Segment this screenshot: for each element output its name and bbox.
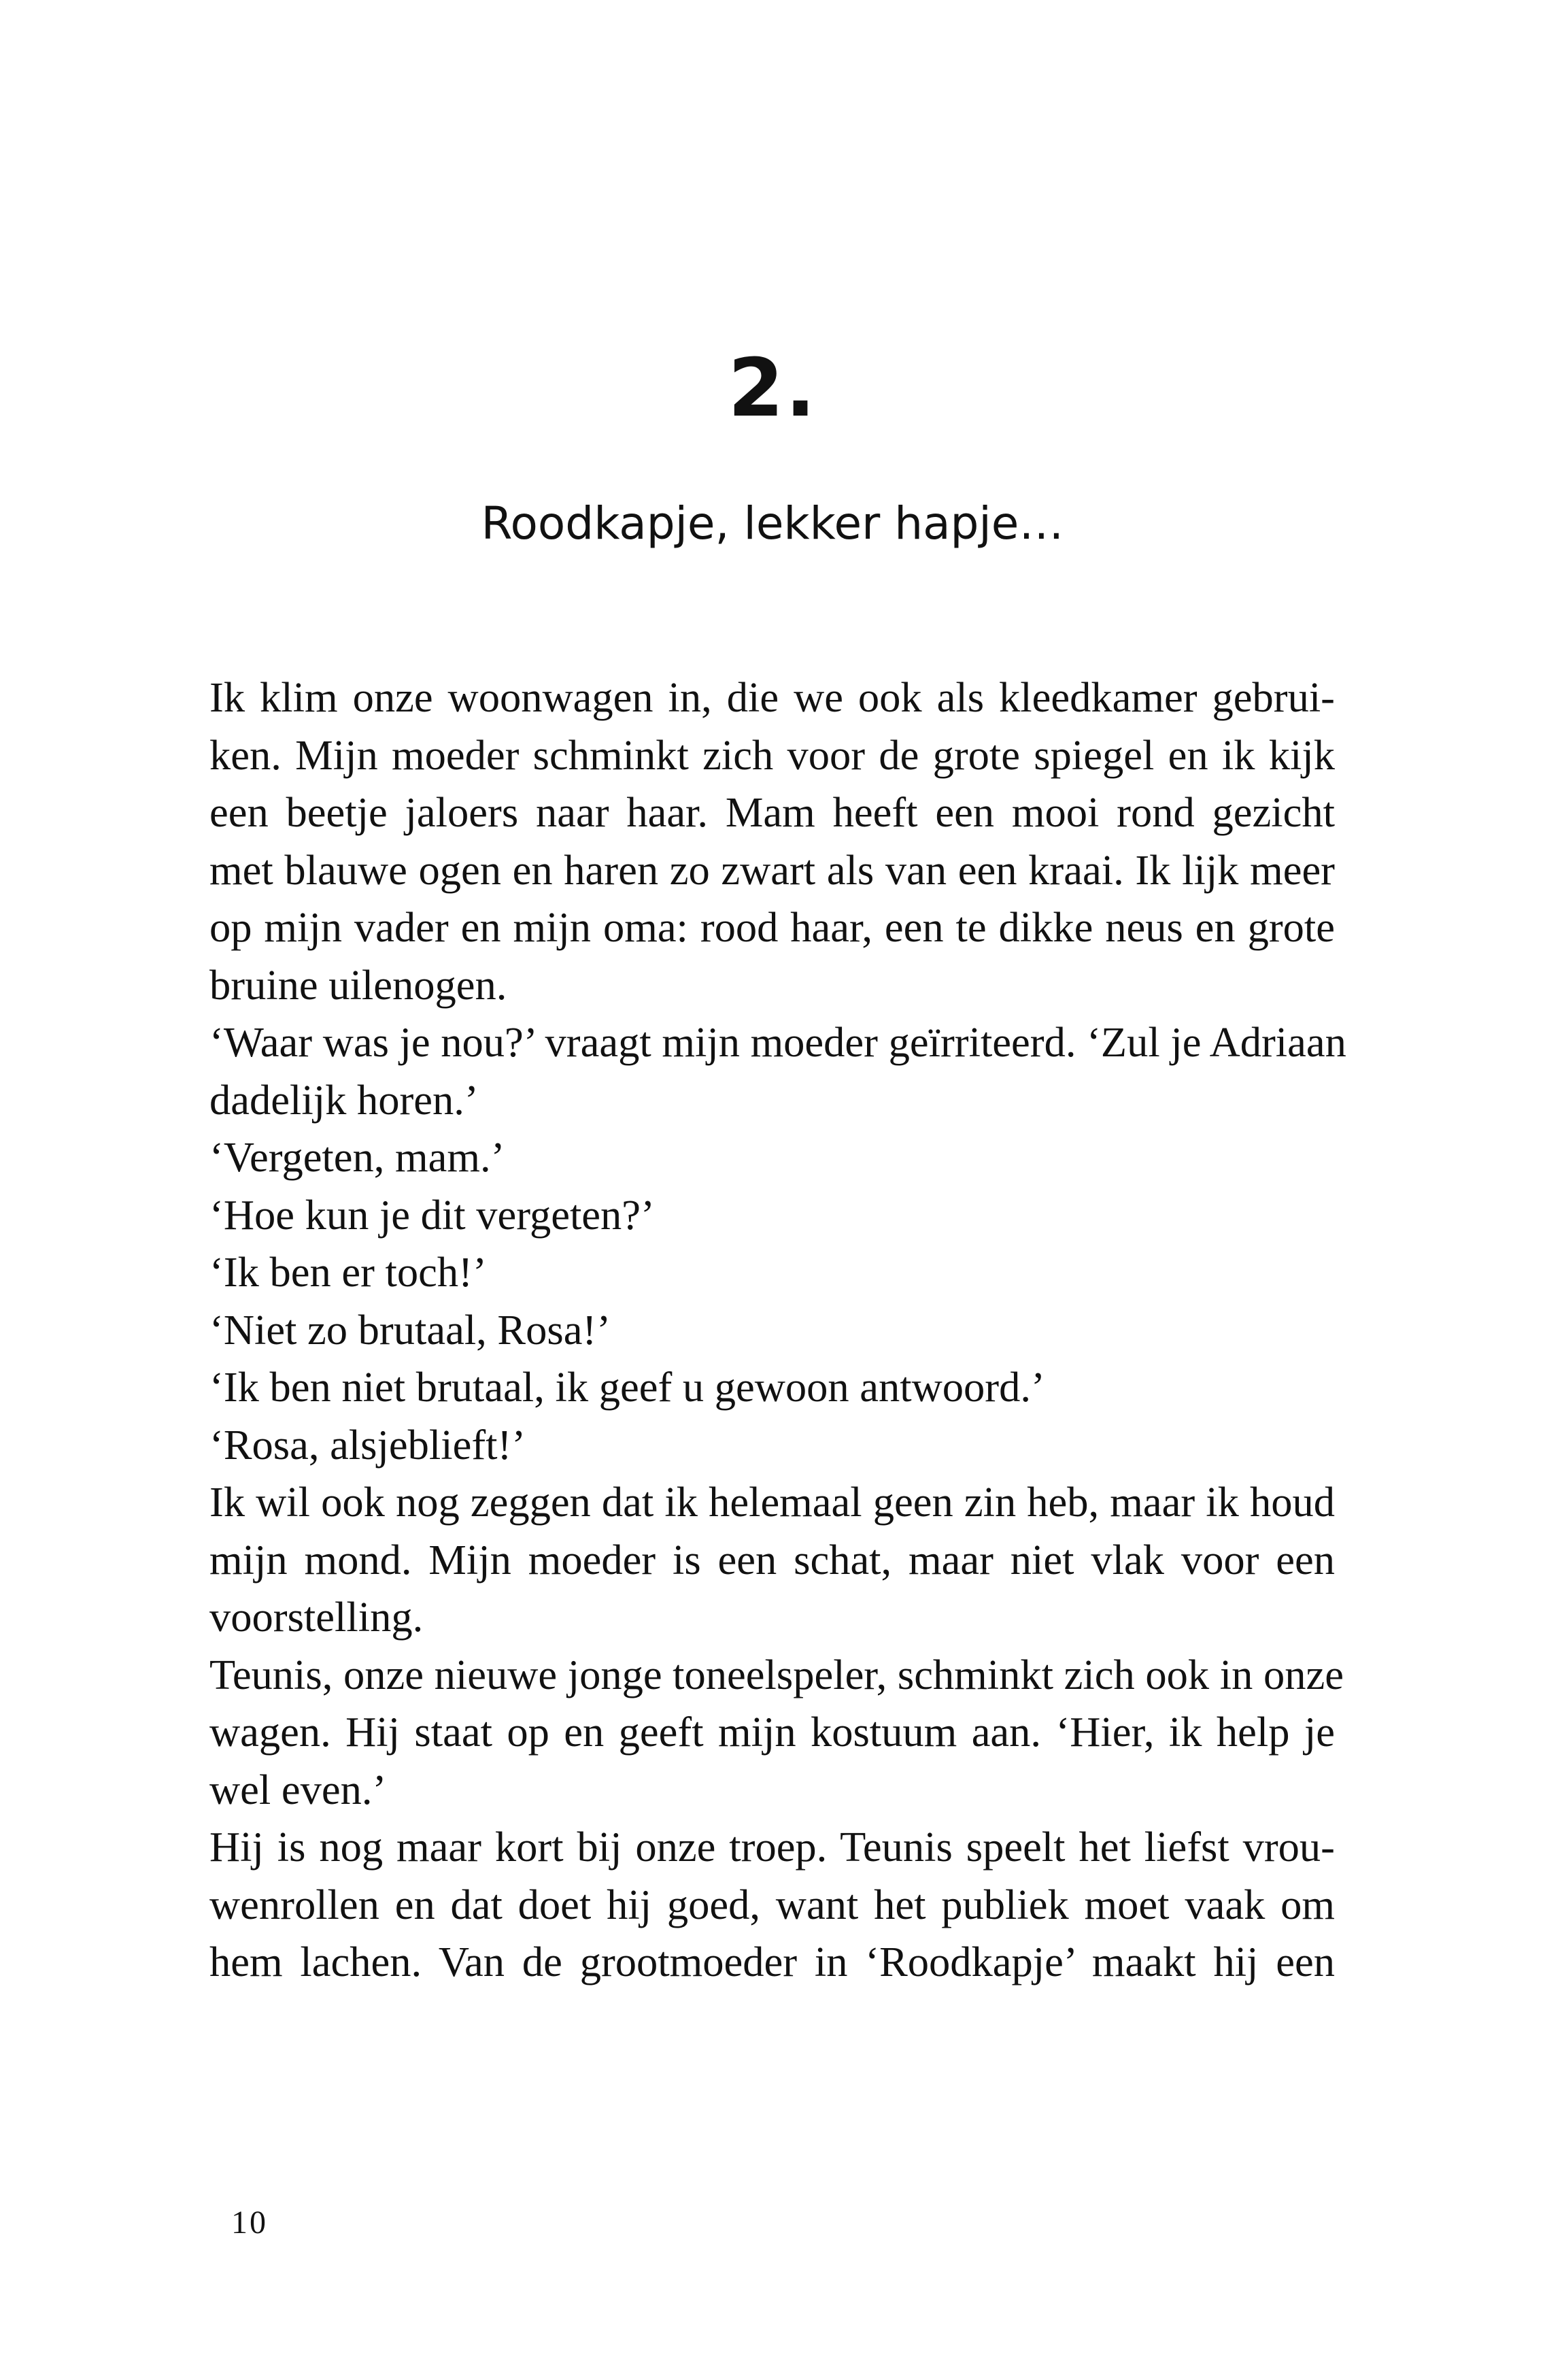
text-line: dadelijk horen.’ [209,1075,479,1124]
page-number: 10 [231,2205,268,2241]
text-line: Hij is nog maar kort bij onze troep. Teunis speelt het liefst vrou- [209,1823,1335,1871]
chapter-number: 2. [728,341,817,435]
text-line: ‘Ik ben er toch!’ [209,1248,487,1296]
text-line: Ik wil ook nog zeggen dat ik helemaal geen zin heb, maar ik houd [209,1478,1335,1526]
text-line: wagen. Hij staat op en geeft mijn kostuum aan. ‘Hier, ik help je [209,1708,1335,1756]
text-line: op mijn vader en mijn oma: rood haar, een te dikke neus en grote [209,903,1335,951]
text-line: ken. Mijn moeder schminkt zich voor de grote spiegel en ik kijk [209,731,1335,779]
text-line: hem lachen. Van de grootmoeder in ‘Roodkapje’ maakt hij een [209,1938,1335,1985]
text-line: ‘Niet zo brutaal, Rosa!’ [209,1305,611,1354]
text-line: ‘Hoe kun je dit vergeten?’ [209,1190,655,1239]
text-line: een beetje jaloers naar haar. Mam heeft een mooi rond gezicht [209,788,1335,836]
text-line: ‘Ik ben niet brutaal, ik geef u gewoon antwoord.’ [209,1363,1045,1411]
text-line: ‘Rosa, alsjeblieft!’ [209,1420,526,1469]
text-line: bruine uilenogen. [209,960,507,1009]
text-line: Teunis, onze nieuwe jonge toneelspeler, schminkt zich ook in onze [209,1650,1344,1698]
text-line: voorstelling. [209,1593,424,1641]
text-line: met blauwe ogen en haren zo zwart als van een kraai. Ik lijk meer [209,845,1335,894]
text-line: wel even.’ [209,1765,387,1813]
chapter-title: Roodkapje, lekker hapje… [481,497,1064,550]
text-line: mijn mond. Mijn moeder is een schat, maar niet vlak voor een [209,1535,1335,1583]
text-line: wenrollen en dat doet hij goed, want het publiek moet vaak om [209,1880,1335,1928]
text-line: ‘Waar was je nou?’ vraagt mijn moeder geïrriteerd. ‘Zul je Adriaan [209,1018,1346,1066]
text-line: Ik klim onze woonwagen in, die we ook als kleedkamer gebrui- [209,673,1335,721]
text-line: ‘Vergeten, mam.’ [209,1133,505,1181]
body-text [209,669,1346,1991]
